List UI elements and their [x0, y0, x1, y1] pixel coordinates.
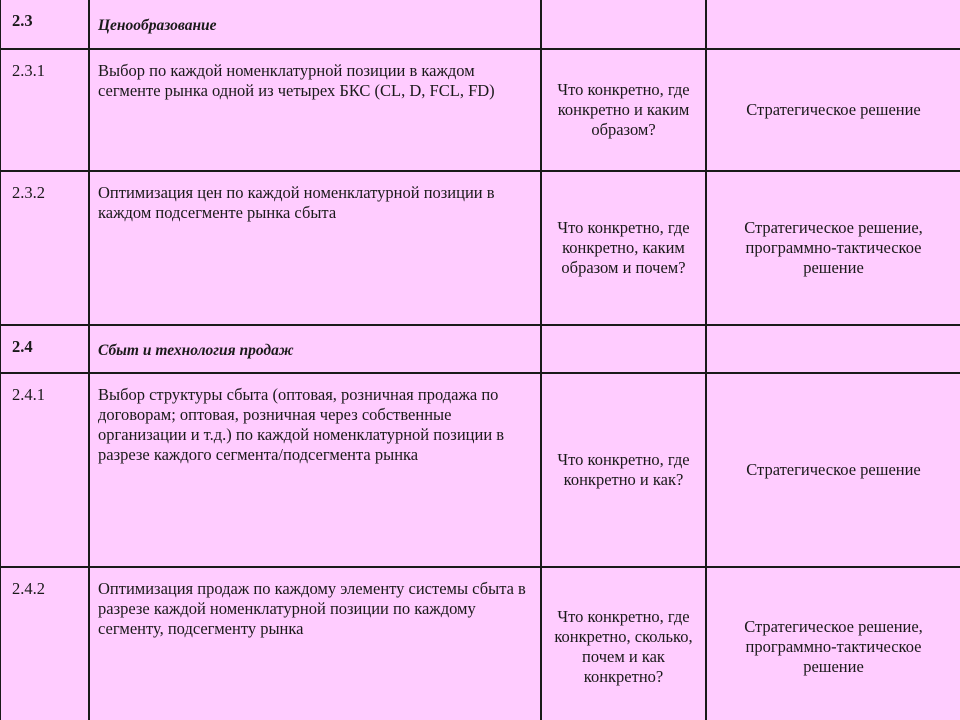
table-row: [0, 171, 960, 325]
section-title-text: Ценообразование: [98, 17, 217, 34]
item-question: Что конкретно, где конкретно, сколько, почем и как конкретно?: [541, 567, 706, 720]
item-description: Выбор по каждой номенклатурной позиции в каждом сегменте рынка одной из четырех БКС (CL, D, FCL, FD): [89, 49, 541, 171]
item-description: Оптимизация цен по каждой номенклатурной позиции в каждом подсегменте рынка сбыта: [89, 171, 541, 325]
item-description: Оптимизация продаж по каждому элементу системы сбыта в разрезе каждой номенклатурной позиции по каждому сегменту, подсегменту рынка: [89, 567, 541, 720]
section-title: [89, 0, 541, 49]
item-decision: Стратегическое решение, программно-тактическое решение: [706, 567, 960, 720]
section-row: [0, 325, 960, 373]
empty-cell: [706, 325, 960, 373]
item-question: Что конкретно, где конкретно и каким образом?: [541, 49, 706, 171]
section-number: 2.3: [0, 0, 89, 49]
table-row: [0, 49, 960, 171]
item-question: Что конкретно, где конкретно, каким образом и почем?: [541, 171, 706, 325]
item-decision: Стратегическое решение, программно-тактическое решение: [706, 171, 960, 325]
empty-cell: [541, 0, 706, 49]
item-number: 2.3.1: [0, 49, 89, 171]
item-number: 2.4.2: [0, 567, 89, 720]
empty-cell: [541, 325, 706, 373]
item-decision: Стратегическое решение: [706, 49, 960, 171]
empty-cell: [706, 0, 960, 49]
item-question: Что конкретно, где конкретно и как?: [541, 373, 706, 567]
section-title: [89, 325, 541, 373]
table-row: [0, 373, 960, 567]
section-title-text: Сбыт и технология продаж: [98, 342, 294, 359]
table-row: [0, 567, 960, 720]
item-description: Выбор структуры сбыта (оптовая, розничная продажа по договорам; оптовая, розничная через собственные организации и т.д.) по каждой номенклатурной позиции в разрезе каждого сегмента/подсегмента рынка: [89, 373, 541, 567]
item-number: 2.3.2: [0, 171, 89, 325]
item-number: 2.4.1: [0, 373, 89, 567]
section-number: 2.4: [0, 325, 89, 373]
section-row: [0, 0, 960, 49]
item-decision: Стратегическое решение: [706, 373, 960, 567]
